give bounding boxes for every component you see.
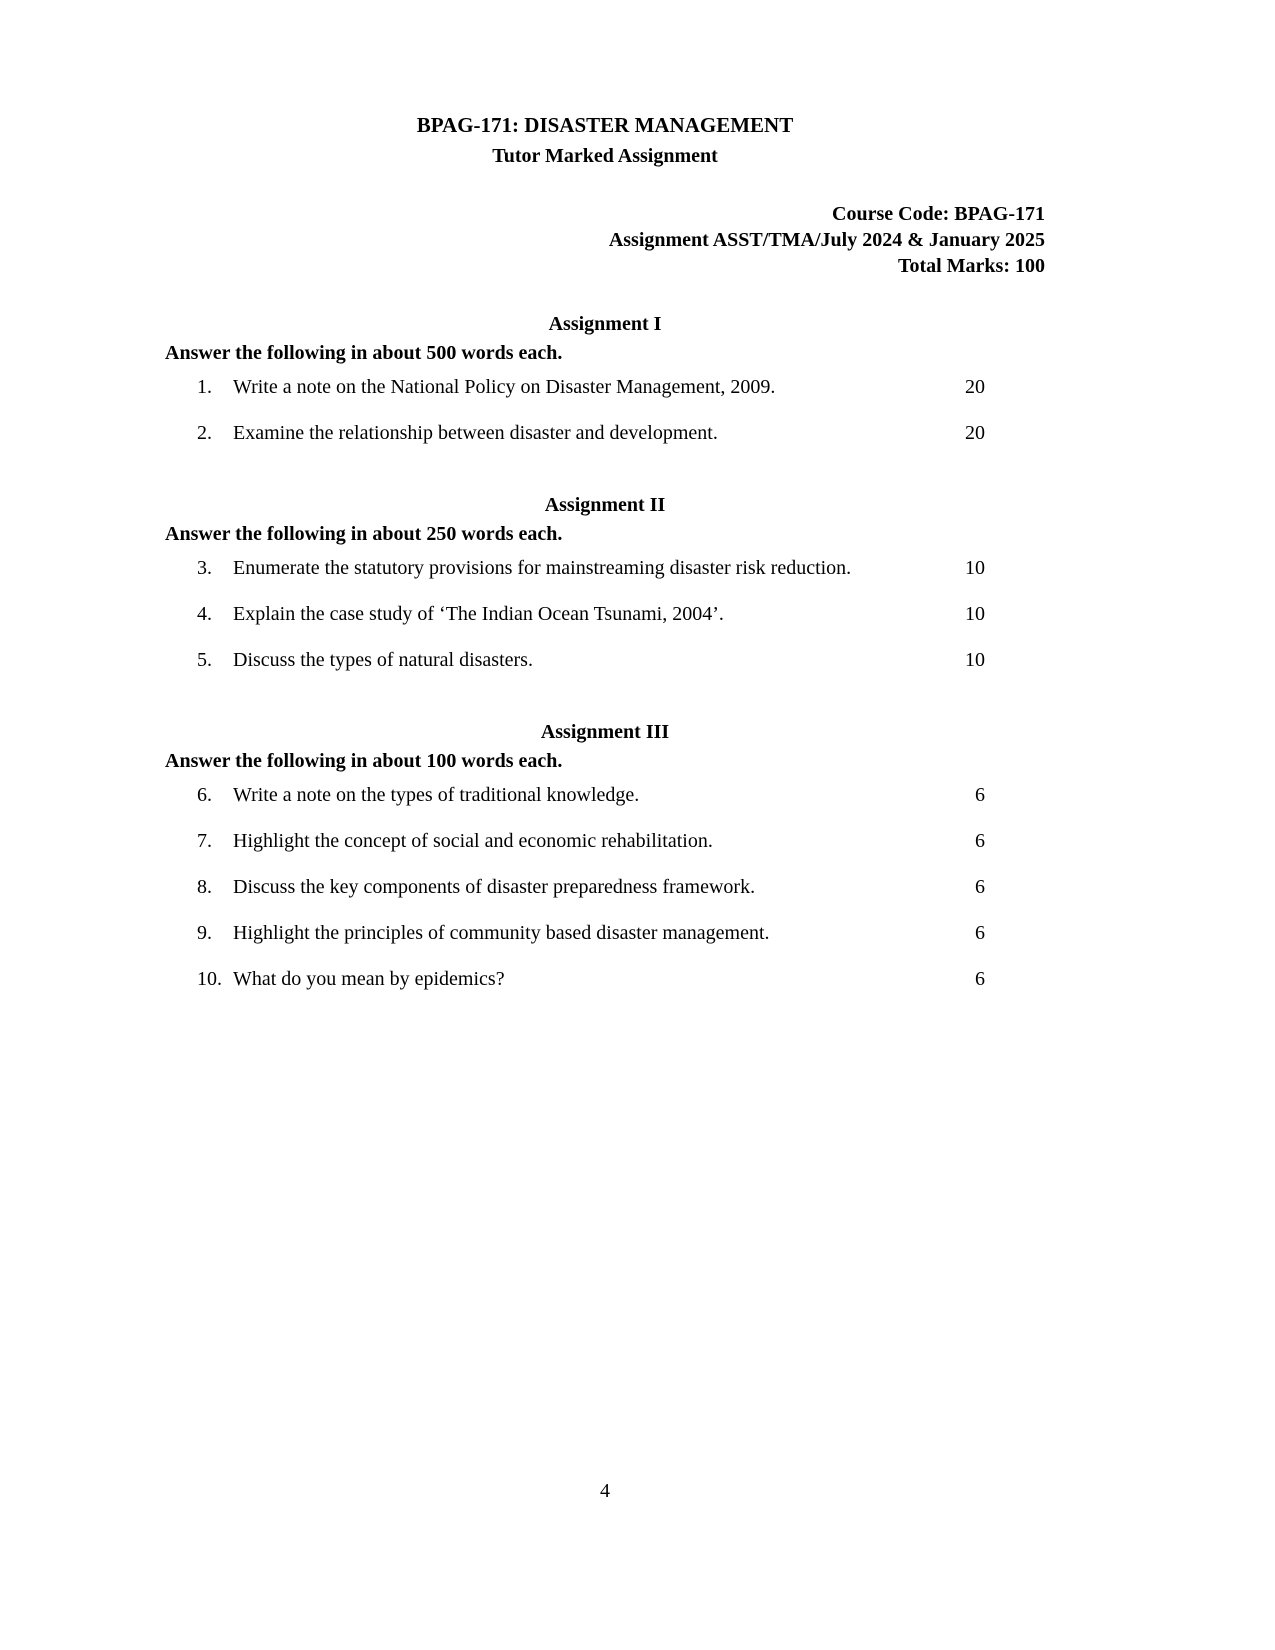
question-text: Discuss the types of natural disasters. bbox=[233, 649, 533, 671]
question-marks: 6 bbox=[975, 968, 985, 990]
question-text: What do you mean by epidemics? bbox=[233, 968, 505, 990]
question-number: 1. bbox=[197, 376, 212, 398]
section-instruction-assignment-2: Answer the following in about 250 words each. bbox=[165, 523, 563, 545]
question-text: Explain the case study of ‘The Indian Ocean Tsunami, 2004’. bbox=[233, 603, 724, 625]
page-number: 4 bbox=[600, 1480, 610, 1502]
question-marks: 20 bbox=[965, 376, 985, 398]
question-row bbox=[165, 966, 1045, 992]
total-marks: Total Marks: 100 bbox=[897, 255, 1045, 277]
assignment-code: Assignment ASST/TMA/July 2024 & January 2025 bbox=[608, 229, 1045, 251]
question-row bbox=[165, 920, 1045, 946]
question-number: 4. bbox=[197, 603, 212, 625]
document-subtitle: Tutor Marked Assignment bbox=[492, 145, 718, 167]
question-row bbox=[165, 874, 1045, 900]
question-marks: 10 bbox=[965, 649, 985, 671]
question-row bbox=[165, 828, 1045, 854]
question-text: Enumerate the statutory provisions for mainstreaming disaster risk reduction. bbox=[233, 557, 852, 579]
question-number: 8. bbox=[197, 876, 212, 898]
question-row bbox=[165, 555, 1045, 581]
question-marks: 6 bbox=[975, 830, 985, 852]
question-text: Write a note on the types of traditional knowledge. bbox=[233, 784, 640, 806]
question-row bbox=[165, 782, 1045, 808]
section-instruction-assignment-3: Answer the following in about 100 words each. bbox=[165, 750, 563, 772]
section-instruction-assignment-1: Answer the following in about 500 words each. bbox=[165, 342, 563, 364]
document-title: BPAG-171: DISASTER MANAGEMENT bbox=[416, 113, 794, 137]
document-page bbox=[165, 0, 1045, 1504]
question-text: Highlight the principles of community based disaster management. bbox=[233, 922, 770, 944]
question-marks: 6 bbox=[975, 876, 985, 898]
section-heading-assignment-1: Assignment I bbox=[548, 313, 662, 335]
course-code: Course Code: BPAG-171 bbox=[832, 203, 1045, 225]
question-number: 6. bbox=[197, 784, 212, 806]
question-number: 9. bbox=[197, 922, 212, 944]
question-number: 5. bbox=[197, 649, 212, 671]
question-number: 3. bbox=[197, 557, 212, 579]
question-marks: 10 bbox=[965, 557, 985, 579]
question-text: Examine the relationship between disaster and development. bbox=[233, 422, 718, 444]
question-marks: 6 bbox=[975, 784, 985, 806]
section-heading-assignment-3: Assignment III bbox=[540, 721, 670, 743]
question-number: 7. bbox=[197, 830, 212, 852]
section-heading-assignment-2: Assignment II bbox=[544, 494, 666, 516]
question-number: 10. bbox=[197, 968, 222, 990]
header-info-block bbox=[165, 201, 1045, 279]
question-number: 2. bbox=[197, 422, 212, 444]
question-text: Write a note on the National Policy on Disaster Management, 2009. bbox=[233, 376, 776, 398]
question-marks: 10 bbox=[965, 603, 985, 625]
question-text: Highlight the concept of social and economic rehabilitation. bbox=[233, 830, 713, 852]
question-row bbox=[165, 601, 1045, 627]
question-marks: 20 bbox=[965, 422, 985, 444]
question-marks: 6 bbox=[975, 922, 985, 944]
question-row bbox=[165, 647, 1045, 673]
question-row bbox=[165, 374, 1045, 400]
question-row bbox=[165, 420, 1045, 446]
question-text: Discuss the key components of disaster preparedness framework. bbox=[233, 876, 756, 898]
